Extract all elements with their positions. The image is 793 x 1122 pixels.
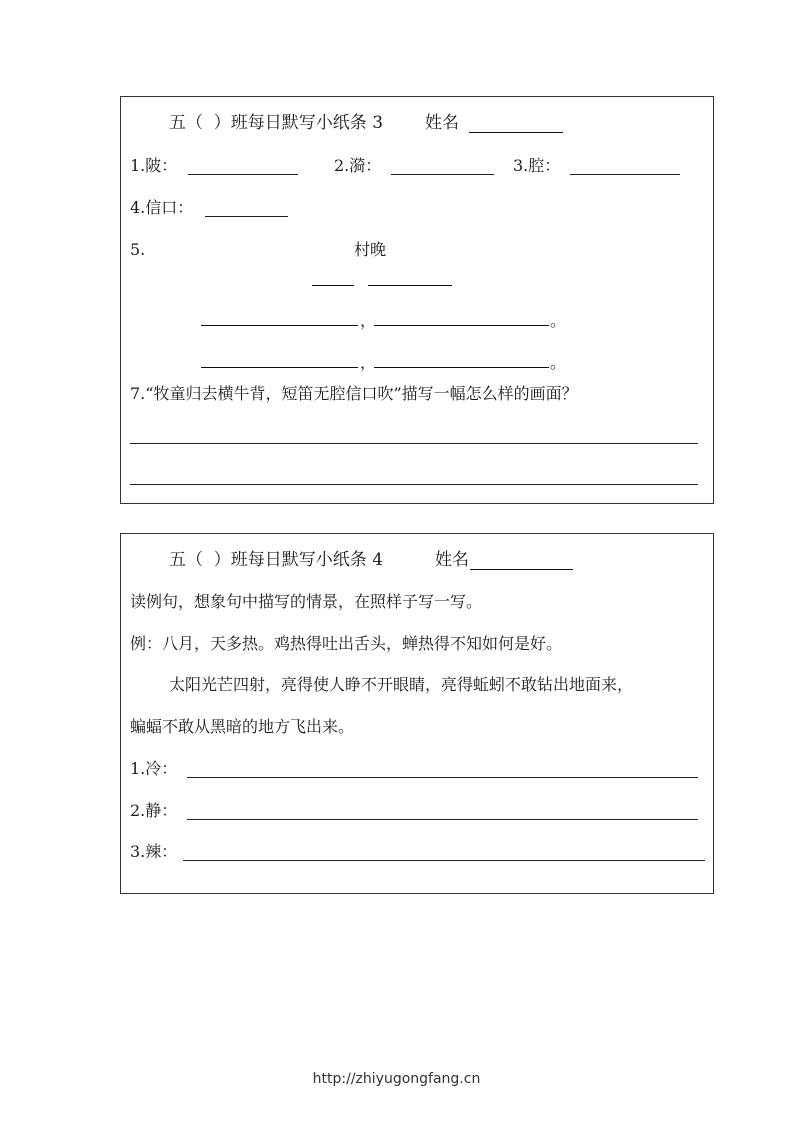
name-blank[interactable] (469, 132, 563, 133)
passage-line: 蝙蝠不敢从黑暗的地方飞出来。 (130, 717, 355, 736)
instruction: 读例句，想象句中描写的情景，在照样子写一写。 (130, 592, 483, 611)
answer-blank[interactable] (188, 174, 298, 175)
period: 。 (550, 311, 567, 330)
answer-blank[interactable] (570, 174, 680, 175)
answer-line[interactable] (130, 443, 698, 444)
poem-number: 5. (130, 240, 146, 259)
poem-line-blank[interactable] (374, 367, 549, 368)
example: 例：八月，天多热。鸡热得吐出舌头，蝉热得不知如何是好。 (130, 634, 563, 653)
item-label: 2.静： (130, 801, 178, 820)
item-label: 2.漪： (334, 156, 382, 175)
author-blank[interactable] (368, 285, 452, 286)
slip-title: 五（ ）班每日默写小纸条 4 (169, 550, 384, 570)
slip-title: 五（ ）班每日默写小纸条 3 (169, 113, 384, 133)
answer-line[interactable] (183, 860, 705, 861)
item-label: 4.信口： (130, 198, 194, 217)
answer-line[interactable] (187, 819, 698, 820)
poem-line-blank[interactable] (201, 325, 358, 326)
name-label: 姓名 (435, 550, 469, 570)
comma: ， (360, 353, 377, 372)
dynasty-blank[interactable] (312, 285, 354, 286)
answer-line[interactable] (187, 777, 698, 778)
footer-url[interactable]: http://zhiyugongfang.cn (312, 1071, 481, 1087)
name-label: 姓名 (425, 113, 459, 133)
poem-line-blank[interactable] (201, 367, 358, 368)
item-label: 3.辣： (130, 842, 178, 861)
item-label: 3.腔： (513, 156, 561, 175)
item-label: 1.陂： (130, 156, 178, 175)
question-7: 7.“牧童归去横牛背，短笛无腔信口吹”描写一幅怎么样的画面？ (130, 384, 578, 403)
answer-line[interactable] (130, 484, 698, 485)
item-label: 1.冷： (130, 759, 178, 778)
passage-line: 太阳光芒四射，亮得使人睁不开眼睛，亮得蚯蚓不敢钻出地面来， (169, 675, 634, 694)
poem-title: 村晚 (354, 240, 387, 259)
name-blank[interactable] (470, 569, 573, 570)
period: 。 (550, 353, 567, 372)
dictation-slip-3 (120, 96, 714, 504)
answer-blank[interactable] (391, 174, 494, 175)
comma: ， (360, 311, 377, 330)
poem-line-blank[interactable] (374, 325, 549, 326)
dictation-slip-4 (120, 533, 714, 894)
answer-blank[interactable] (205, 216, 288, 217)
